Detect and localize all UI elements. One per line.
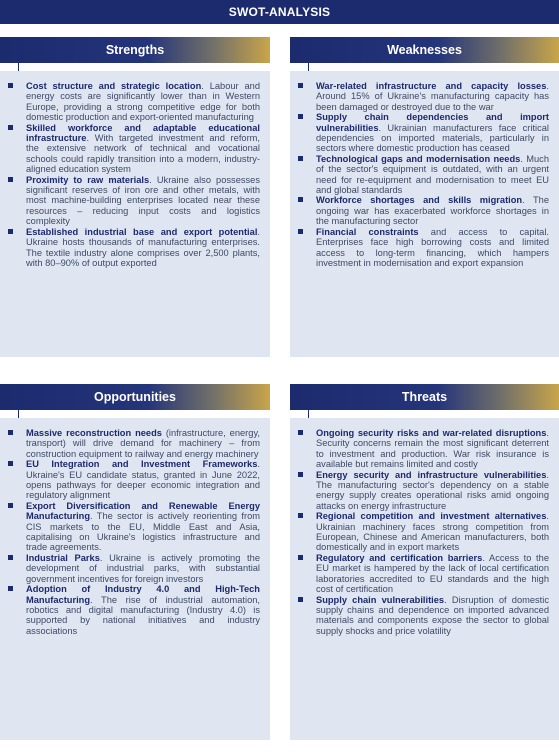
item-text: . The rise of industrial automation, robotics and digital manufacturing (Industry 4.0) is supported by national initiatives and industry associations [26, 594, 260, 636]
list-item [8, 501, 260, 553]
square-bullet-icon [298, 156, 303, 161]
square-bullet-icon [298, 555, 303, 560]
item-title: Supply chain vulnerabilities [316, 594, 445, 605]
item-text: . Ukraine hosts thousands of manufacturing enterprises. The textile industry alone comprises over 2,500 plants, with 80–90% of output exported [26, 226, 260, 268]
threats-section [290, 384, 559, 754]
threats-heading: Threats [401, 390, 448, 404]
list-item [8, 553, 260, 584]
list-item [298, 595, 549, 637]
list-item [8, 584, 260, 636]
list-item [298, 428, 549, 470]
list-item [8, 123, 260, 175]
square-bullet-icon [8, 83, 13, 88]
item-title: Regional competition and investment alternatives [316, 511, 547, 522]
item-text: . The ongoing war has exacerbated workforce shortages in the manufacturing sector [316, 195, 549, 227]
opportunities-section [0, 384, 270, 754]
list-item [298, 553, 549, 595]
strengths-section [0, 37, 270, 357]
square-bullet-icon [298, 513, 303, 518]
item-text: . Much of the sector's equipment is outdated, with an urgent need for re-equipment and modernisation to meet EU and global standards [316, 153, 550, 196]
item-text: . Around 15% of Ukraine's manufacturing capacity has been damaged or destroyed due to the war [316, 81, 549, 112]
item-text: . Ukrainian machinery faces strong competition from European, Chinese and American manufacturers, both domestically and in export markets [316, 511, 549, 553]
strengths-list [8, 81, 260, 268]
strengths-panel [0, 71, 270, 357]
item-text: . Disruption of domestic supply chains and dependence on imported advanced materials and components expose the sector to global supply shocks and price volatility [316, 594, 549, 636]
opportunities-panel [0, 418, 270, 740]
square-bullet-icon [8, 461, 13, 466]
list-item [8, 175, 260, 227]
square-bullet-icon [8, 555, 13, 560]
item-title: Workforce shortages and skills migration [316, 195, 523, 206]
item-text: . Ukraine also possesses significant reserves of iron ore and other metals, with most machine-building enterprises located near these resources – reducing input costs and logistics complexity [26, 174, 260, 227]
square-bullet-icon [8, 503, 13, 508]
list-item [298, 154, 549, 196]
list-item [298, 470, 549, 512]
weaknesses-section [290, 37, 559, 357]
square-bullet-icon [298, 197, 303, 202]
strengths-heading: Strengths [105, 43, 165, 57]
list-item [8, 459, 260, 501]
weaknesses-panel [290, 71, 559, 357]
item-text: . Labour and energy costs are significantly lower than in Western Europe, providing a strong competitive edge for both domestic production and export-oriented manufacturing [26, 81, 260, 123]
item-title: Established industrial base and export potential [26, 226, 258, 237]
square-bullet-icon [298, 229, 303, 234]
item-text: (infrastructure, energy, transport) will drive demand for machinery – from construction equipment to railway and energy machinery [26, 428, 260, 459]
threats-header [290, 384, 559, 410]
item-title: Ongoing security risks and war-related disruptions [316, 428, 547, 438]
item-text: . The sector is actively reorienting from CIS markets to the EU, Middle East and Asia, capitalising on Ukraine's logistics infrastructure and trade agreements. [26, 511, 260, 553]
title-bar [0, 0, 559, 24]
square-bullet-icon [298, 597, 303, 602]
list-item [298, 112, 549, 154]
square-bullet-icon [8, 430, 13, 435]
item-text: . Ukrainian manufacturers face critical dependencies on imported materials, particularly in sectors where domestic production has ceased [316, 122, 549, 154]
square-bullet-icon [8, 586, 13, 591]
item-title: Regulatory and certification barriers [316, 552, 483, 563]
item-title: War-related infrastructure and capacity losses [316, 81, 547, 91]
square-bullet-icon [298, 83, 303, 88]
list-item [298, 81, 549, 112]
item-text: . Ukraine's EU candidate status, granted in June 2022, opens pathways for deeper economic integration and regulatory alignment [26, 459, 260, 501]
square-bullet-icon [298, 472, 303, 477]
item-text: and access to capital. Enterprises face high borrowing costs and limited access to long-term financing, which hampers investment in modernisation and export expansion [316, 226, 549, 268]
item-title: Adoption of Industry 4.0 and High-Tech Manufacturing [26, 584, 260, 605]
list-item [298, 195, 549, 226]
item-title: Export Diversification and Renewable Energy Manufacturing [26, 500, 260, 522]
threats-panel [290, 418, 559, 740]
item-title: Energy security and infrastructure vulnerabilities [316, 469, 547, 480]
item-title: Industrial Parks [26, 552, 100, 563]
opportunities-list [8, 428, 260, 636]
square-bullet-icon [8, 125, 13, 130]
weaknesses-heading: Weaknesses [387, 43, 462, 57]
item-text: . With targeted investment and reform, the extensive network of technical and vocational schools could rapidly transition into a modern, industry-aligned education system [26, 133, 260, 175]
square-bullet-icon [8, 177, 13, 182]
opportunities-heading: Opportunities [94, 390, 176, 404]
item-text: . Security concerns remain the most significant deterrent to investment and production. War risk insurance is available but remains limited and costly [316, 428, 549, 470]
item-title: Supply chain dependencies and import vulnerabilities [316, 112, 549, 133]
list-item [8, 81, 260, 123]
weaknesses-list [298, 81, 549, 268]
threats-list [298, 428, 549, 636]
item-text: . Access to the EU market is hampered by the lack of local certification laboratories accredited to EU standards and the high cost of certification [316, 552, 549, 595]
square-bullet-icon [8, 229, 13, 234]
square-bullet-icon [298, 430, 303, 435]
item-text: . The manufacturing sector's dependency on a stable energy supply creates operational risks amid ongoing attacks on energy infrastructure [316, 469, 549, 511]
list-item [8, 227, 260, 269]
item-title: Cost structure and strategic location [26, 81, 202, 91]
item-title: Financial constraints [316, 226, 419, 237]
list-item [298, 511, 549, 553]
item-text: . Ukraine is actively promoting the development of industrial parks, with substantial government incentives for foreign investors [26, 552, 260, 584]
item-title: EU Integration and Investment Frameworks [26, 459, 258, 470]
page-title: SWOT-ANALYSIS [228, 5, 331, 19]
opportunities-header [0, 384, 270, 410]
weaknesses-header [290, 37, 559, 63]
item-title: Massive reconstruction needs [26, 428, 162, 438]
square-bullet-icon [298, 114, 303, 119]
list-item [8, 428, 260, 459]
item-title: Technological gaps and modernisation needs [316, 153, 521, 164]
item-title: Proximity to raw materials [26, 174, 150, 185]
strengths-header [0, 37, 270, 63]
list-item [298, 227, 549, 269]
item-title: Skilled workforce and adaptable educational infrastructure [26, 122, 260, 144]
